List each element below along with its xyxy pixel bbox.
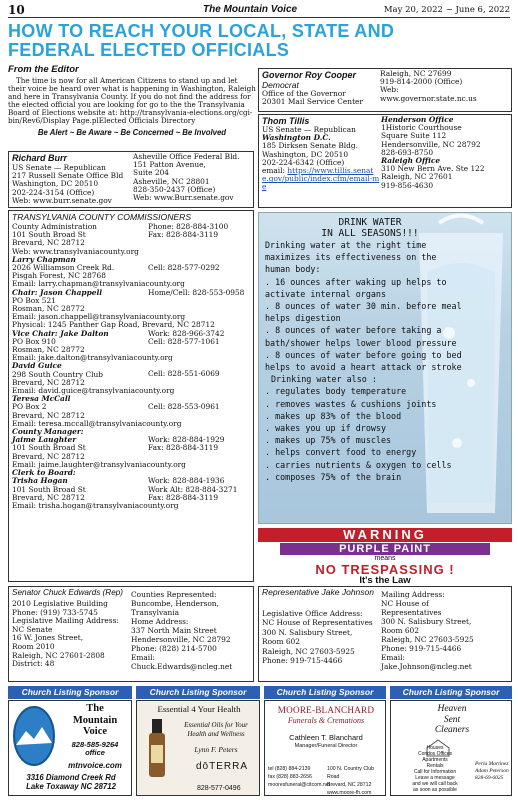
burr-name: Richard Burr — [12, 153, 68, 163]
moore-blanchard-address: 100 N. Country Club Road Brevard, NC 28712 www.moore-fh.com — [327, 766, 374, 796]
masthead: The Mountain Voice — [203, 4, 298, 15]
governor-web-label: Web: — [380, 85, 399, 95]
mountain-voice-web[interactable]: mtnvoice.com — [68, 761, 122, 770]
commissioners-box — [8, 210, 254, 582]
page-title — [8, 22, 512, 60]
tillis-dc-office: 185 Dirksen Senate Bldg. Washington, DC 20510 202-224-6342 (Office) — [262, 141, 358, 167]
tillis-email-link[interactable]: https://www.tillis.senate.gov/public/index.cfm/email-me — [262, 166, 380, 192]
chapman-cell: Cell: 828-577-0292 — [148, 262, 220, 272]
heaven-sent-people: Perla Martinez Adam Peterson 828-69-6025 — [475, 761, 509, 781]
moore-blanchard-sub: Funerals & Cremations — [287, 716, 365, 725]
johnson-mailing: Mailing Address: NC House of Representatives 300 N. Salisbury Street, Room 602 Raleigh, NC 27603-5925 Phone: 919-715-4466 Email: Jake.Johnson@ncleg.net — [381, 590, 474, 671]
page-header — [8, 4, 510, 18]
editor-heading: From the Editor — [8, 64, 79, 75]
tillis-henderson-office: 1Historic Courthouse Square Suite 112 Hendersonville, NC 28792 828-693-8750 — [381, 123, 481, 157]
water-benefit-3: . makes up 83% of the blood — [265, 410, 402, 421]
tillis-box — [258, 114, 512, 208]
governor-party: Democrat — [262, 80, 299, 90]
laughter-phone: Work: 828-884-1929 Fax: 828-884-3119 — [148, 435, 225, 453]
essential-title: Essential 4 Your Health — [157, 704, 241, 714]
tillis-dc-label: Washington D.C. — [262, 133, 331, 143]
page-number: 10 — [8, 3, 25, 17]
tillis-email-label: email: — [262, 166, 288, 176]
edwards-box — [8, 586, 254, 682]
governor-city: Raleigh, NC 27699 — [380, 69, 452, 78]
tillis-name: Thom Tillis — [262, 116, 310, 126]
dalton-phone: Work: 828-966-3742 Cell: 828-577-1061 — [148, 328, 225, 346]
water-ad — [258, 212, 512, 524]
mccall-contact: PO Box 2 Brevard, NC 28712 Email: teresa.mccall@transylvaniacounty.org — [12, 402, 182, 428]
governor-web: www.governor.state.nc.us — [380, 93, 477, 103]
hogan-contact: 101 South Broad St Brevard, NC 28712 Email: trisha.hogan@transylvaniacounty.org — [12, 484, 179, 510]
chapman-name: Larry Chapman — [12, 254, 76, 264]
mountain-voice-logo — [12, 705, 56, 767]
warning-law: It's the Law — [359, 575, 411, 586]
edwards-legislative: 2010 Legislative Building Phone: (919) 733-5745 Legislative Mailing Address: NC Senate 16 W. Jones Street, Room 2010 Raleigh, NC 27601-2808 District: 48 — [12, 599, 119, 669]
heaven-sent-services: Houses Condos Offices Apartments Rentals Call for Information Leave a message and we will call back as soon as possible — [412, 745, 458, 793]
guice-contact: 298 South Country Club Brevard, NC 28712 Email: david.guice@transylvaniacounty.org — [12, 369, 175, 396]
chappell-name: Chair: Jason Chappell — [12, 287, 103, 297]
chappell-phone: Home/Cell: 828-553-0958 — [148, 287, 245, 297]
issue-dates: May 20, 2022 ~ June 6, 2022 — [383, 5, 510, 15]
sponsor-label-3: Church Listing Sponsor — [264, 686, 386, 699]
sponsor-essential-health — [136, 700, 260, 796]
tillis-henderson-label: Henderson Office — [381, 115, 454, 124]
governor-phone: 919-814-2000 (Office) — [380, 77, 463, 87]
burr-asheville-office: Asheville Office Federal Bld. 151 Patton Avenue, Suite 204 Asheville, NC 28801 828-350-2437 (Office) Web: www.Burr.senate.gov — [133, 152, 240, 203]
sponsor-moore-blanchard — [264, 700, 386, 796]
governor-box — [258, 68, 512, 112]
johnson-heading: Representative Jake Johnson — [262, 587, 374, 597]
water-benefit-4: . wakes you up if drowsy — [265, 423, 387, 434]
water-intro: Drinking water at the right time maximizes its effectiveness on the human body: — [265, 240, 437, 275]
county-admin: County Administration 101 South Broad St Brevard, NC 28712 Web: www.transylvaniacounty.org — [12, 222, 139, 256]
purple-paint-label: PURPLE PAINT — [280, 543, 490, 555]
guice-name: David Guice — [12, 361, 62, 371]
water-benefit-1: . regulates body temperature — [265, 386, 407, 397]
water-item-3: . 8 ounces of water before taking a bath/shower helps lower blood pressure — [265, 325, 457, 348]
tillis-role: US Senate — Republican — [262, 125, 356, 134]
no-trespassing: NO TRESPASSING ! — [315, 562, 455, 577]
moore-blanchard-logo: MOORE-BLANCHARD — [277, 705, 375, 715]
editor-section — [8, 64, 256, 150]
sponsor-heaven-sent — [390, 700, 512, 796]
mccall-name: Teresa McCall — [12, 394, 71, 404]
chapman-contact: 2026 Williamson Creek Rd. Pisgah Forest, NC 28768 Email: larry.chapman@transylvaniacounty.org — [12, 263, 185, 289]
hogan-phone: Work: 828-884-1936 Work Alt: 828-884-3271 Fax: 828-884-3119 — [148, 476, 238, 502]
mountain-voice-address: 3316 Diamond Creek Rd Lake Toxaway NC 28712 — [26, 773, 116, 791]
warning-banner: WARNING — [258, 528, 512, 542]
burr-dc-office: US Senate — Republican 217 Russell Senate Office Bld Washington, DC 20510 202-224-3154 (Office) Web: www.burr.senate.gov — [12, 163, 124, 205]
sponsor-label-2: Church Listing Sponsor — [136, 686, 260, 699]
sponsor-label-1: Church Listing Sponsor — [8, 686, 132, 699]
essential-person: Lynn F. Peters — [194, 745, 238, 754]
water-title: DRINK WATER IN ALL SEASONS!!! — [321, 217, 419, 239]
water-benefit-8: . composes 75% of the brain — [265, 471, 402, 482]
sponsor-mountain-voice — [8, 700, 132, 796]
editor-slogan: Be Alert ~ Be Aware ~ Be Concerned ~ Be Involved — [37, 128, 227, 137]
county-admin-phone: Phone: 828-884-3100 Fax: 828-884-3119 — [148, 222, 229, 240]
tillis-raleigh-label: Raleigh Office — [381, 156, 441, 166]
water-item-4: . 8 ounces of water before going to bed helps to avoid a heart attack or stroke — [265, 349, 462, 373]
county-manager-label: County Manager: — [12, 427, 84, 437]
edwards-heading: Senator Chuck Edwards (Rep) — [12, 588, 124, 597]
page-title-line2: FEDERAL ELECTED OFFICIALS — [8, 40, 290, 60]
governor-office: Office of the Governor — [262, 89, 346, 98]
essential-phone: 828-577-0496 — [197, 785, 241, 792]
doterra-logo: dōTERRA — [195, 761, 248, 772]
dalton-contact: PO Box 910 Rosman, NC 28772 Email: jake.dalton@transylvaniacounty.org — [12, 336, 173, 363]
johnson-box — [258, 586, 512, 682]
page-title-line1: HOW TO REACH YOUR LOCAL, STATE AND — [8, 21, 395, 41]
warning-means: means — [374, 555, 396, 562]
laughter-contact: 101 South Broad St Brevard, NC 28712 Email: jaime.laughter@transylvaniacounty.org — [12, 443, 186, 469]
water-item-2: . 8 ounces of water 30 min. before meal helps digestion — [265, 301, 462, 324]
mccall-cell: Cell: 828-553-0961 — [148, 402, 220, 412]
editor-body: The time is now for all American Citizens to stand up and let their voice be heard over what is happening in Washington, Raleigh and here in Transylvania County. If you do not find the address for the elected official you are looking for go to the the Transylvania Board of Elections website at: http://transylvania-elections.org/cgi-bin/Rev6/Display Page.plElected Officials Directory — [8, 76, 256, 125]
water-benefit-2: . removes wastes & cushions joints — [265, 398, 437, 409]
burr-box — [8, 151, 254, 208]
water-item-1: . 16 ounces after waking up helps to activate internal organs — [265, 276, 447, 299]
sponsor-label-4: Church Listing Sponsor — [390, 686, 512, 699]
mountain-voice-phone: 828-585-9264 office — [71, 740, 119, 757]
essential-subtitle: Essential Oils for Your Health and Wellness — [184, 721, 248, 738]
heaven-sent-name: Heaven Sent Cleaners — [434, 704, 470, 735]
mountain-voice-name: The Mountain Voice — [72, 703, 118, 737]
guice-cell: Cell: 828-551-6069 — [148, 369, 220, 379]
johnson-legislative: Legislative Office Address: NC House of Representatives 300 N. Salisbury Street, Room 602 Raleigh, NC 27603-5925 Phone: 919-715-4466 — [262, 609, 373, 666]
moore-blanchard-title: Manager/Funeral Director — [294, 743, 358, 749]
hogan-name: Trisha Hogan — [12, 476, 68, 486]
purple-paint-warning — [258, 528, 512, 584]
water-also: Drinking water also : — [271, 374, 377, 385]
commissioners-heading: TRANSYLVANIA COUNTY COMMISSIONERS — [12, 212, 192, 222]
water-benefit-7: . carries nutrients & oxygen to cells — [265, 459, 452, 470]
dalton-name: Vice Chair: Jake Dalton — [12, 328, 109, 338]
oil-bottle-icon — [143, 717, 171, 781]
tillis-raleigh-office: 310 New Bern Ave. Ste 122 Raleigh, NC 27601 919-856-4630 — [381, 164, 485, 190]
moore-blanchard-person: Cathleen T. Blanchard — [289, 733, 363, 742]
edwards-home: Counties Represented: Buncombe, Henderson, Transylvania Home Address: 337 North Main Street Hendersonville, NC 28792 Phone: (828) 214-5700 Email: Chuck.Edwards@ncleg.net — [131, 590, 233, 671]
water-benefit-5: . makes up 75% of muscles — [265, 435, 392, 446]
moore-blanchard-contact: tel (828) 884-2139 fax (828) 883-2656 mooresfuneral@citcom.net — [268, 766, 331, 788]
laughter-name: Jaime Laughter — [12, 435, 77, 445]
governor-name: Governor Roy Cooper — [262, 70, 357, 80]
water-benefit-6: . helps convert food to energy — [265, 447, 417, 458]
governor-address: 20301 Mail Service Center — [262, 97, 363, 107]
clerk-label: Clerk to Board: — [12, 468, 76, 478]
chappell-contact: PO Box 521 Rosman, NC 28772 Email: jason.chappell@transylvaniacounty.org Physical: 1245 Panther Gap Road, Brevard, NC 28712 — [12, 295, 215, 330]
